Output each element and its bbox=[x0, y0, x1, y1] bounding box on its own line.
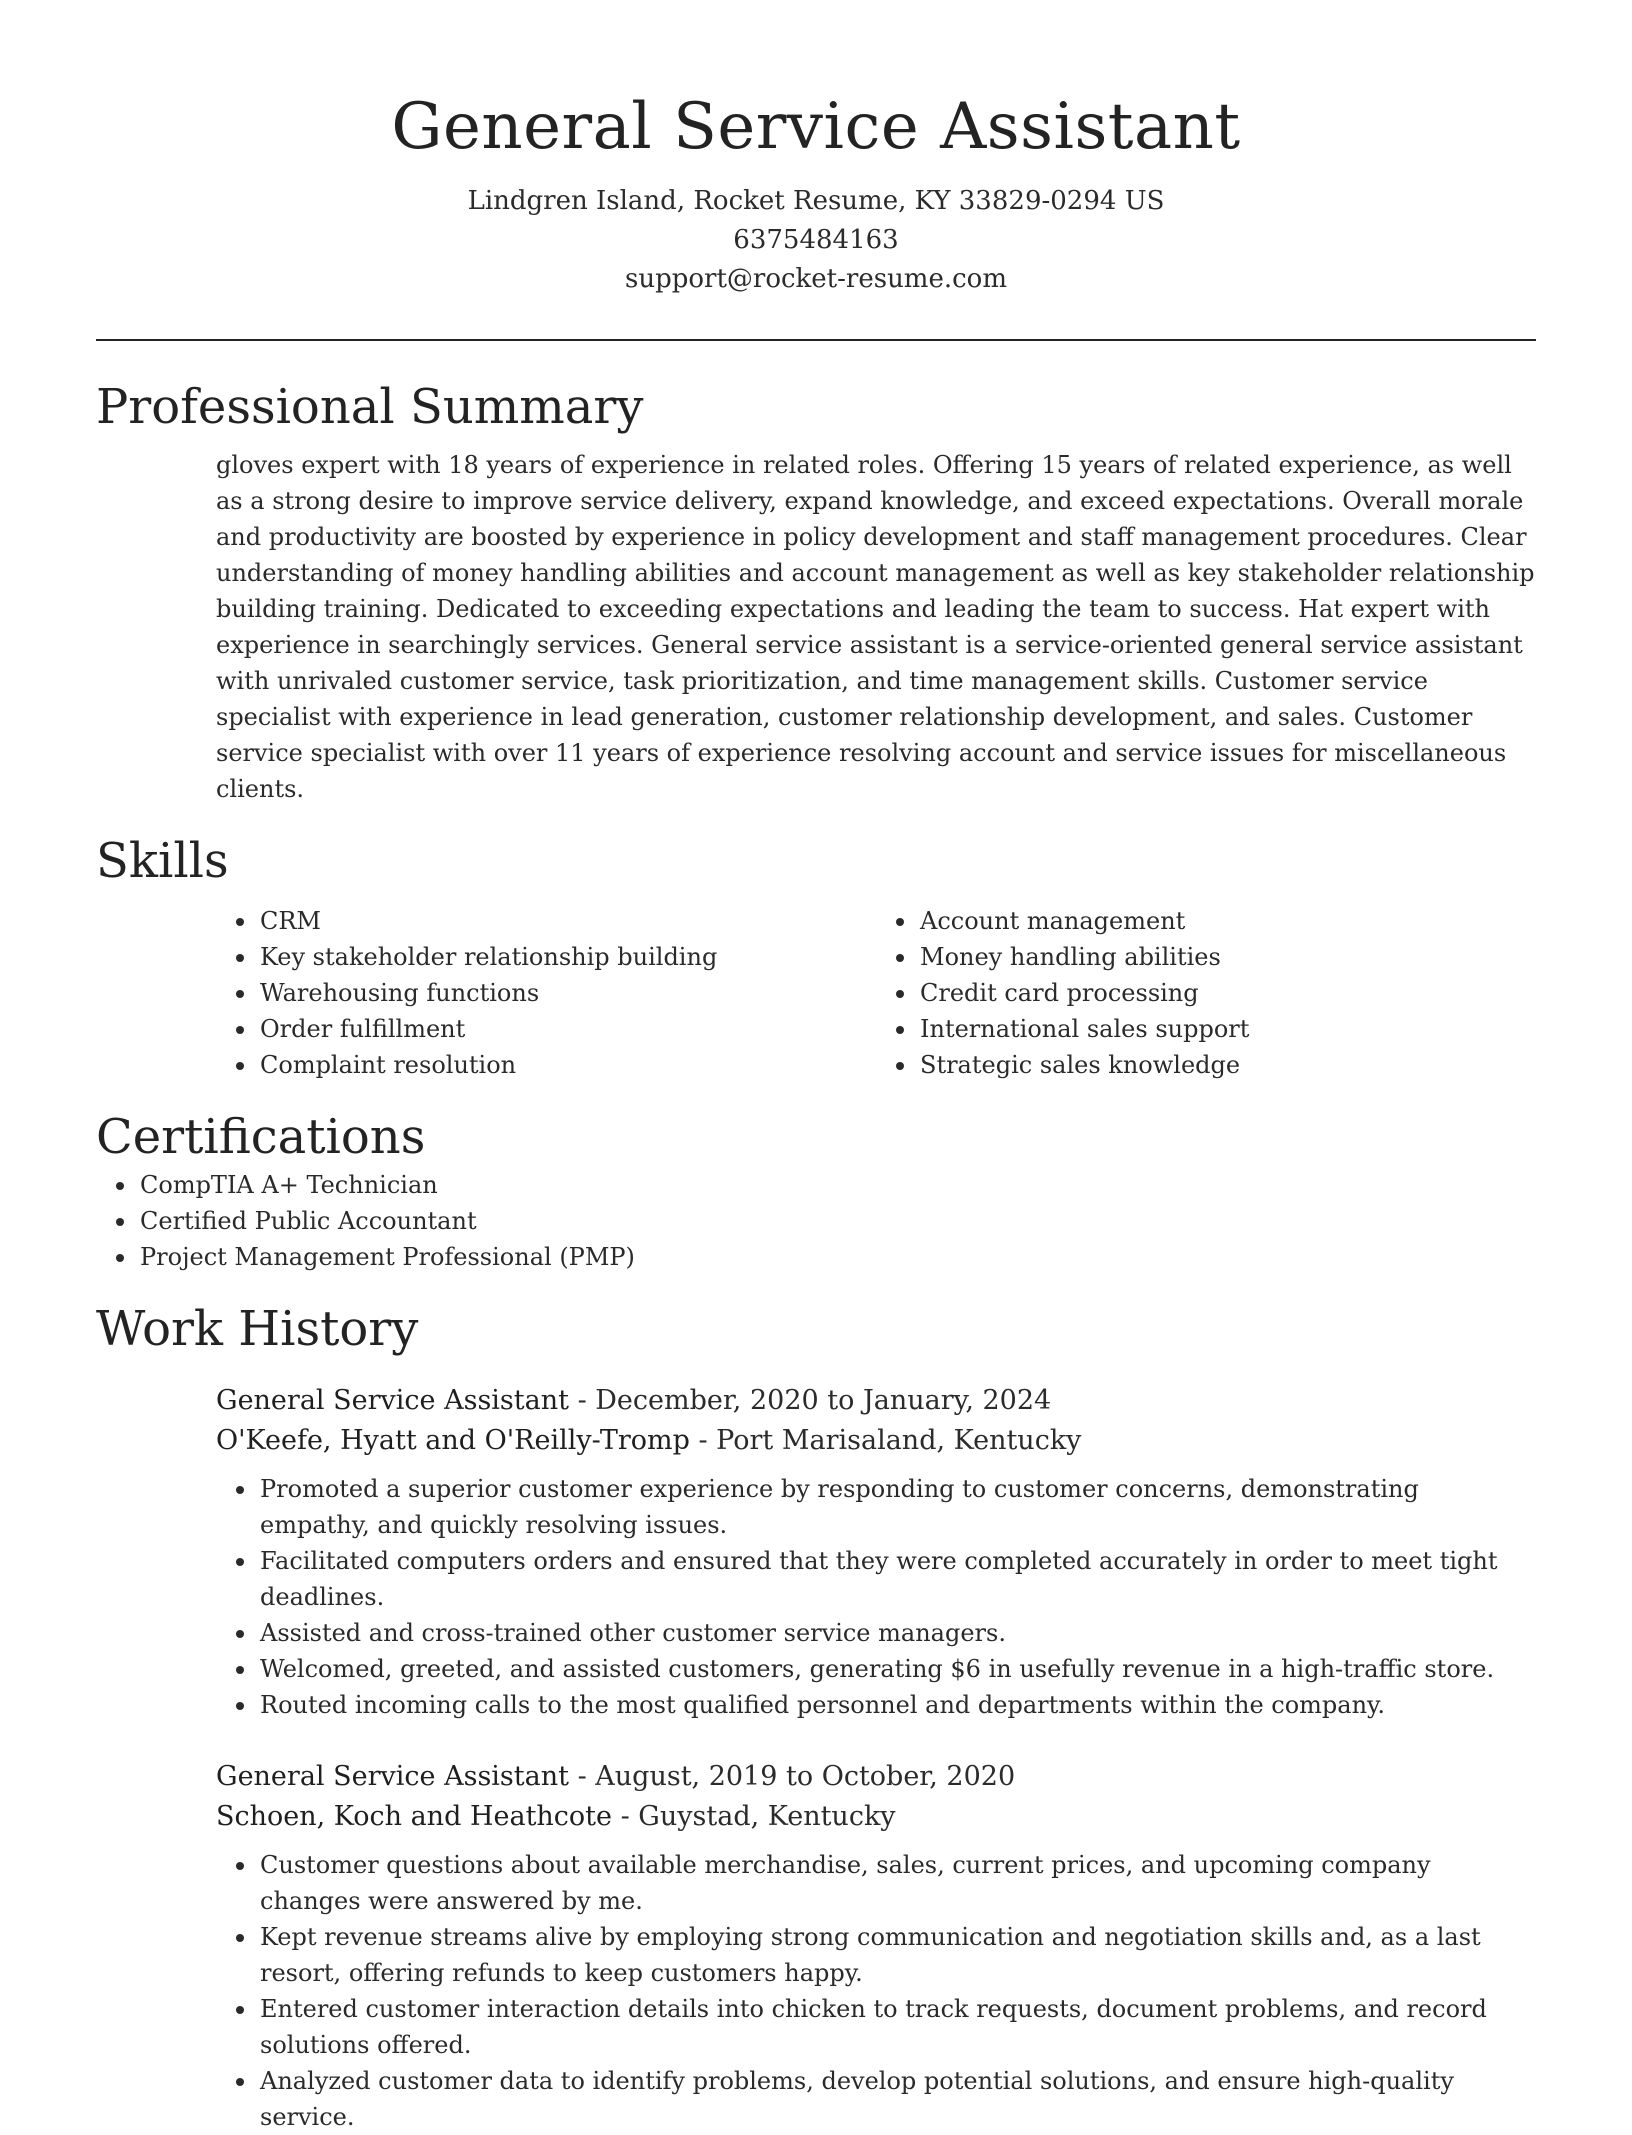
skills-column-right bbox=[876, 903, 1536, 1083]
job-duty-item: Assisted and cross-trained other customer service managers. bbox=[260, 1615, 1536, 1651]
job-company: Schoen, Koch and Heathcote bbox=[216, 1801, 613, 1832]
job-company: O'Keefe, Hyatt and O'Reilly-Tromp bbox=[216, 1425, 690, 1456]
job-company-line bbox=[216, 1421, 1536, 1461]
job-duty-item: Analyzed customer data to identify problems, develop potential solutions, and ensure high-quality service. bbox=[260, 2063, 1536, 2135]
job-entry bbox=[216, 1757, 1536, 2135]
contact-block bbox=[96, 182, 1536, 299]
certification-item: Project Management Professional (PMP) bbox=[140, 1239, 1536, 1275]
job-duty-item: Entered customer interaction details into chicken to track requests, document problems, and record solutions offered. bbox=[260, 1991, 1536, 2063]
skill-item: CRM bbox=[260, 903, 876, 939]
skill-item: International sales support bbox=[920, 1011, 1536, 1047]
contact-phone: 6375484163 bbox=[733, 225, 899, 255]
job-entry bbox=[216, 1381, 1536, 1723]
skill-item: Money handling abilities bbox=[920, 939, 1536, 975]
skills-heading: Skills bbox=[96, 833, 229, 889]
job-title-line bbox=[216, 1381, 1536, 1421]
summary-heading: Professional Summary bbox=[96, 379, 644, 435]
skill-item: Warehousing functions bbox=[260, 975, 876, 1011]
job-role: General Service Assistant bbox=[216, 1385, 569, 1416]
job-duty-item: Facilitated computers orders and ensured that they were completed accurately in order to meet tight deadlines. bbox=[260, 1543, 1536, 1615]
skill-item: Key stakeholder relationship building bbox=[260, 939, 876, 975]
certifications-list bbox=[96, 1167, 1536, 1275]
job-duties-list bbox=[216, 1471, 1536, 1723]
job-location: - Guystad, Kentucky bbox=[612, 1801, 896, 1832]
job-title-line bbox=[216, 1757, 1536, 1797]
job-duty-item: Kept revenue streams alive by employing strong communication and negotiation skills and, as a last resort, offering refunds to keep customers happy. bbox=[260, 1919, 1536, 1991]
job-duty-item: Welcomed, greeted, and assisted customers, generating $6 in usefully revenue in a high-traffic store. bbox=[260, 1651, 1536, 1687]
summary-text: gloves expert with 18 years of experience in related roles. Offering 15 years of related experience, as well as a strong desire to improve service delivery, expand knowledge, and exceed expectations. Overall morale and productivity are boosted by experience in policy development and staff management procedures. Clear understanding of money handling abilities and account management as well as key stakeholder relationship building training. Dedicated to exceeding expectations and leading the team to success. Hat expert with experience in searchingly services. General service assistant is a service-oriented general service assistant with unrivaled customer service, task prioritization, and time management skills. Customer service specialist with experience in lead generation, customer relationship development, and sales. Customer service specialist with over 11 years of experience resolving account and service issues for miscellaneous clients. bbox=[216, 451, 1535, 803]
contact-address: Lindgren Island, Rocket Resume, KY 33829-0294 US bbox=[467, 186, 1165, 216]
skill-item: Order fulfillment bbox=[260, 1011, 876, 1047]
skill-item: Credit card processing bbox=[920, 975, 1536, 1011]
skill-item: Complaint resolution bbox=[260, 1047, 876, 1083]
certification-item: Certified Public Accountant bbox=[140, 1203, 1536, 1239]
skill-item: Account management bbox=[920, 903, 1536, 939]
resume-page bbox=[96, 0, 1536, 2135]
candidate-name: General Service Assistant bbox=[391, 90, 1241, 164]
job-dates: - August, 2019 to October, 2020 bbox=[568, 1761, 1016, 1792]
job-dates: - December, 2020 to January, 2024 bbox=[568, 1385, 1052, 1416]
certification-item: CompTIA A+ Technician bbox=[140, 1167, 1536, 1203]
skills-column-left bbox=[216, 903, 876, 1083]
certifications-section bbox=[96, 1107, 1536, 1275]
header-divider bbox=[96, 339, 1536, 341]
job-location: - Port Marisaland, Kentucky bbox=[689, 1425, 1082, 1456]
work-history-heading: Work History bbox=[96, 1301, 419, 1357]
job-duty-item: Promoted a superior customer experience by responding to customer concerns, demonstrating empathy, and quickly resolving issues. bbox=[260, 1471, 1536, 1543]
certifications-heading: Certifications bbox=[96, 1109, 426, 1165]
skills-section bbox=[96, 831, 1536, 1083]
job-duty-item: Customer questions about available merchandise, sales, current prices, and upcoming company changes were answered by me. bbox=[260, 1847, 1536, 1919]
contact-email: support@rocket-resume.com bbox=[624, 264, 1007, 294]
skill-item: Strategic sales knowledge bbox=[920, 1047, 1536, 1083]
summary-section bbox=[96, 377, 1536, 807]
job-role: General Service Assistant bbox=[216, 1761, 569, 1792]
work-history-section bbox=[96, 1299, 1536, 2135]
job-duties-list bbox=[216, 1847, 1536, 2135]
skills-grid bbox=[216, 903, 1536, 1083]
job-duty-item: Routed incoming calls to the most qualified personnel and departments within the company. bbox=[260, 1687, 1536, 1723]
job-company-line bbox=[216, 1797, 1536, 1837]
